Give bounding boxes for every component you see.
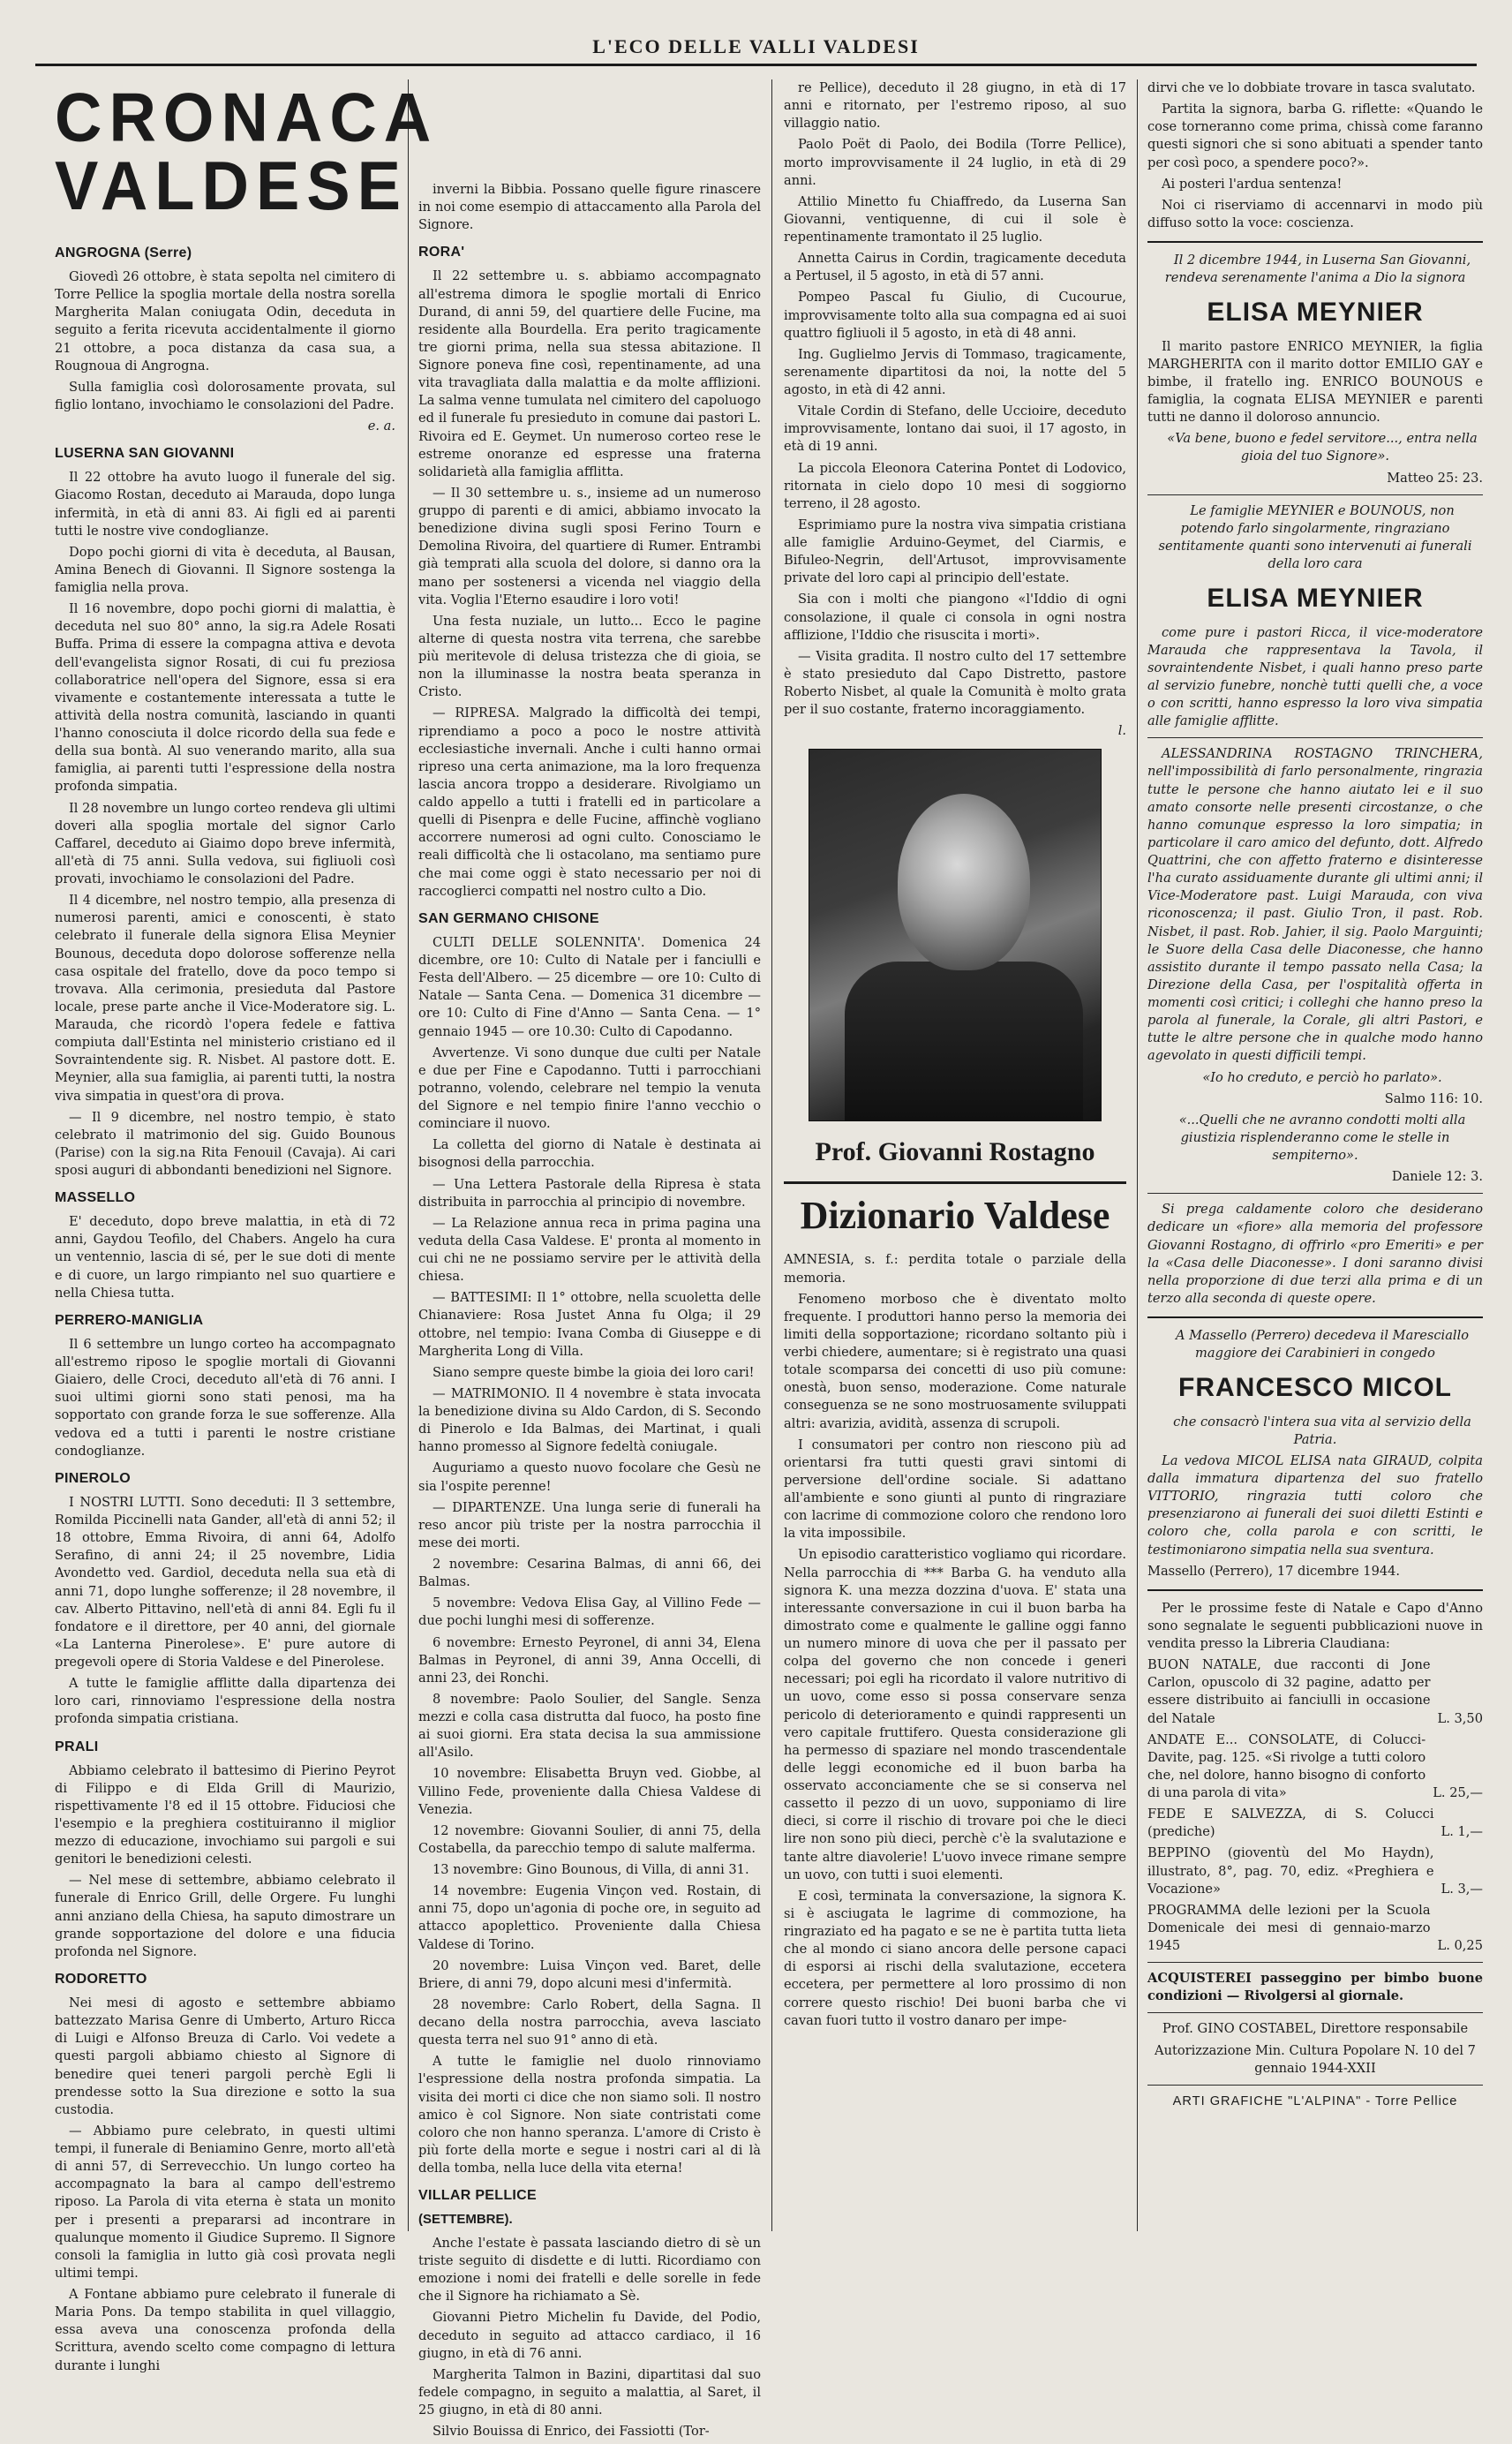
paragraph: A tutte le famiglie afflitte dalla dipartenza dei loro cari, rinnoviamo l'espressione della nostra profonda simpatia cristiana. (55, 1676, 395, 1727)
book-description: PROGRAMMA delle lezioni per la Scuola Domenicale dei mesi di gennaio-marzo 1945 (1147, 1902, 1431, 1954)
paragraph: 2 novembre: Cesarina Balmas, di anni 66, dei Balmas. (418, 1557, 761, 1590)
column-2 (418, 181, 761, 2444)
paragraph: Partita la signora, barba G. riflette: «Quando le cose torneranno come prima, chissà come faranno questi signori che si sono abituati a spender tanto per così poco, a spendere poco?». (1147, 102, 1483, 170)
paragraph: — RIPRESA. Malgrado la difficoltà dei tempi, riprendiamo a poco a poco le nostre attività ecclesiastiche invernali. Anche i culti hanno ormai ripreso una certa animazione, ma la loro frequenza lascia ancora troppo a desiderare. Rivolgiamo un caldo appello a tutti i fratelli ed in particolare a quelli di Pisenpra e delle Fucine, affinchè vogliano accorrere numerosi ad ogni culto. Conosciamo le reali difficoltà che li ostacolano, ma sentiamo pure che mai come oggi è stato necessario per noi di raccoglierci compatti nel nostro culto a Dio. (418, 705, 761, 899)
section-heading: PERRERO-MANIGLIA (55, 1312, 204, 1328)
paragraph: Il 22 ottobre ha avuto luogo il funerale del sig. Giacomo Rostan, deceduto ai Marauda, dopo lunga infermità, in età di anni 83. Ai figli ed ai parenti tutti le nostre vive condoglianze. (55, 470, 395, 539)
divider (1147, 1316, 1483, 1318)
paragraph: 28 novembre: Carlo Robert, della Sagna. Il decano della nostra parrocchia, aveva lasciato questa terra nel suo 91° anno di età. (418, 1996, 761, 2048)
paragraph: Attilio Minetto fu Chiaffredo, da Luserna San Giovanni, ventiquenne, di cui il sole è repentinamente tramontato il 25 luglio. (784, 193, 1126, 245)
paragraph: Giovanni Pietro Michelin fu Davide, del Podio, deceduto in seguito ad attacco cardiaco, il 16 giugno, in età di 76 anni. (418, 2310, 761, 2361)
micol-notice-place: Massello (Perrero), 17 dicembre 1944. (1147, 1563, 1401, 1579)
paragraph: Vitale Cordin di Stefano, delle Uccioire, deceduto improvvisamente, lontano dai suoi, il 17 agosto, in età di 19 anni. (784, 404, 1126, 455)
paragraph: Siano sempre queste bimbe la gioia dei loro cari! (433, 1364, 755, 1380)
section-heading: MASSELLO (55, 1190, 136, 1206)
portrait-face (898, 794, 1030, 970)
divider (1147, 241, 1483, 243)
paragraph: Una festa nuziale, un lutto... Ecco le pagine alterne di questa nostra vita terrena, che sarebbe più meritevole di delusa tristezza che di gioia, se non la illuminasse la nostra beata speranza in Cristo. (418, 613, 761, 700)
column-divider (408, 79, 409, 2231)
paragraph: La colletta del giorno di Natale è destinata ai bisognosi della parrocchia. (418, 1137, 761, 1171)
death-notice-reference: Matteo 25: 23. (1387, 470, 1483, 486)
micol-notice-intro: A Massello (Perrero) decedeva il Maresciallo maggiore dei Carabinieri in congedo (1175, 1328, 1470, 1362)
death-notice-name: ELISA MEYNIER (1207, 298, 1424, 328)
column-3-body (784, 79, 1126, 740)
paragraph: Avvertenze. Vi sono dunque due culti per Natale e due per Fine e Capodanno. Tutti i parrocchiani potranno, volendo, celebrare nel tempio la venuta del Signore e nel tempio finire l'anno vecchio o cominciare il nuovo. (418, 1045, 761, 1132)
dictionary-title: Dizionario Valdese (800, 1193, 1110, 1237)
paragraph: — BATTESIMI: Il 1° ottobre, nella scuoletta delle Chianaviere: Rosa Justet Anna fu Olga; il 29 ottobre, nel tempio: Ivana Comba di Giuseppe e di Margherita Long di Villa. (418, 1290, 761, 1359)
paragraph: Il 28 novembre un lungo corteo rendeva gli ultimi doveri alla spoglia mortale del signor Carlo Caffarel, deceduto ai Giaimo dopo breve infermità, all'età di 75 anni. Sulla vedova, sui figliuoli così provati, invochiamo le consolazioni del Padre. (55, 800, 395, 887)
portrait-coat (845, 962, 1083, 1120)
paragraph: Il 4 dicembre, nel nostro tempio, alla presenza di numerosi parenti, amici e conoscenti, è stato celebrato il funerale della signora Elisa Meynier Bounous, deceduta dopo dolorose sofferenze nella casa ospitale del fratello, dove da poco tempo si trovava. Alla cerimonia, presieduta dal Pastore locale, prese parte anche il Vice-Moderatore sig. L. Marauda, che ricordò l'opera fedele e fattiva compiuta dall'Estinta nel ministerio cristiano ed il Sovraintendente sig. R. Nisbet. Al pastore dott. E. Meynier, alla sua famiglia, ai parenti tutti, la nostra viva simpatia in quest'ora di prova. (55, 893, 395, 1104)
paragraph: Il 6 settembre un lungo corteo ha accompagnato all'estremo riposo le spoglie mortali di Giovanni Giaiero, delle Croci, deceduto all'età di 76 anni. I suoi ultimi giorni sono stati penosi, ma ha sopportato con grande forza le sue sofferenze. Alla vedova ed a tutti i parenti le nostre cristiane condoglianze. (55, 1336, 395, 1459)
paragraph: Ing. Guglielmo Jervis di Tommaso, tragicamente, serenamente dipartitosi da noi, la notte del 5 agosto, in età di 42 anni. (784, 346, 1126, 397)
micol-notice-subtitle: che consacrò l'intera sua vita al servizio della Patria. (1173, 1414, 1471, 1447)
section-heading: VILLAR PELLICE (418, 2188, 537, 2204)
section-heading: SAN GERMANO CHISONE (418, 910, 599, 926)
paragraph: — Abbiamo pure celebrato, in questi ultimi tempi, il funerale di Beniamino Genre, morto all'età di anni 57, di Serrevecchio. Un lungo corteo ha accompagnato la bara al campo dell'estremo riposo. La Parola di vita eterna è stata un monito per i presenti a prepararsi ad incontrare in qualunque momento il Giudice Supremo. Il Signore consoli la famiglia in lutto già così provata negli ultimi tempi. (55, 2123, 395, 2281)
book-description: FEDE E SALVEZZA, di S. Colucci (prediche) (1147, 1807, 1434, 1840)
section-masthead: CRONACA VALDESE (55, 79, 439, 224)
printer-line: ARTI GRAFICHE "L'ALPINA" - Torre Pellice (1172, 2093, 1458, 2108)
divider (1147, 2085, 1483, 2086)
column-3 (784, 79, 1126, 2033)
photo-caption: Prof. Giovanni Rostagno (815, 1137, 1095, 1167)
paragraph: A tutte le famiglie nel duolo rinnoviamo l'espressione della nostra profonda simpatia. La visita dei morti ci dice che non siamo soli. Il nostro amico è col Signore. Non siate contristati come coloro che non hanno speranza. L'amore di Cristo è più forte della morte e segue i nostri cari al di là della tomba, nella luce della vita eterna! (418, 2054, 761, 2176)
paragraph: — DIPARTENZE. Una lunga serie di funerali ha reso ancor più triste per la nostra parrocchia il mese dei morti. (418, 1499, 761, 1550)
paragraph: 12 novembre: Giovanni Soulier, di anni 75, della Costabella, da parecchio tempo di salute malferma. (418, 1822, 761, 1856)
flower-appeal: Si prega caldamente coloro che desiderano dedicare un «fiore» alla memoria del professore Giovanni Rostagno, di offrirlo «pro Emeriti» e per la «Casa delle Diaconesse». I doni saranno divisi nella proporzione di due terzi alla prima e di un terzo alla seconda di queste opere. (1147, 1202, 1483, 1306)
column-divider (1137, 79, 1138, 2231)
thanks-notice-name: ELISA MEYNIER (1207, 584, 1424, 614)
director-line: Prof. GINO COSTABEL, Direttore responsabile (1162, 2021, 1469, 2037)
paragraph: Sia con i molti che piangono «l'Iddio di ogni consolazione, il quale ci consola in ogni nostra afflizione, l'Iddio che risuscita i morti». (784, 592, 1126, 643)
paragraph: — Nel mese di settembre, abbiamo celebrato il funerale di Enrico Grill, delle Orgere. Fu lunghi anni anziano della Chiesa, ha saputo dimostrare un grande sopportazione del dolore e una fiducia profonda nel Signore. (55, 1873, 395, 1959)
portrait-photo (809, 749, 1102, 1121)
divider (1147, 1589, 1483, 1591)
paragraph: 13 novembre: Gino Bounous, di Villa, di anni 31. (433, 1862, 749, 1878)
paragraph: 20 novembre: Luisa Vinçon ved. Baret, delle Briere, di anni 79, dopo alcuni mesi d'infermità. (418, 1957, 761, 1991)
paragraph: Dopo pochi giorni di vita è deceduta, al Bausan, Amina Benech di Giovanni. Il Signore sostenga la famiglia nella prova. (55, 544, 395, 596)
section-heading: LUSERNA SAN GIOVANNI (55, 446, 235, 462)
thanks-notice-intro: Le famiglie MEYNIER e BOUNOUS, non potendo farlo singolarmente, ringraziano sentitamente quanti sono intervenuti ai funerali della loro cara (1158, 502, 1472, 572)
paragraph: I consumatori per contro non riescono più ad orientarsi fra tutti questi gravi sintomi di perversione dell'ordine sociale. Si adattano all'ambiente e sono giunti al punto di ringraziare con lacrime di commozione coloro che rendono loro la vita impossibile. (784, 1437, 1126, 1542)
book-listing (1147, 1656, 1483, 1728)
paragraph: I NOSTRI LUTTI. Sono deceduti: Il 3 settembre, Romilda Piccinelli nata Gander, all'età di anni 52; il 18 ottobre, Emma Rivoira, di anni 64, Adolfo Serafino, di anni 24; il 25 novembre, Lidia Avondetto ved. Gardiol, deceduta nella sua età di anni 71, dopo lunghe sofferenze; il 28 novembre, il cav. Alberto Pittavino, nell'età di anni 84. Egli fu il fondatore e il direttore, per 40 anni, del giornale «La Lanterna Pinerolese». E' pure autore di pregevoli opere di Storia Valdese e del Pinerolese. (55, 1494, 395, 1671)
paragraph: CULTI DELLE SOLENNITA'. Domenica 24 dicembre, ore 10: Culto di Natale per i fanciulli e Festa dell'Albero. — 25 dicembre — ore 10: Culto di Natale — Santa Cena. — Domenica 31 dicembre — ore 10: Culto di Fine d'Anno — Santa Cena. — 1° gennaio 1945 — ore 10.30: Culto di Capodanno. (418, 934, 761, 1039)
paragraph: Nei mesi di agosto e settembre abbiamo battezzato Marisa Genre di Umberto, Arturo Ricca di Luigi e Alfonso Breuza di Carlo. Voi vedete a questi pargoli abbiamo chiesto al Signore di benedire quei teneri pargoli perchè Egli li prendesse sotto la Sua direzione e sotto la sua custodia. (55, 1995, 395, 2117)
paragraph: A Fontane abbiamo pure celebrato il funerale di Maria Pons. Da tempo stabilita in quel villaggio, essa aveva una conoscenza profonda della Scrittura, avendo scelto come compagno di lettura durante i lunghi (55, 2287, 395, 2373)
column-4-intro (1147, 79, 1483, 232)
paragraph: Auguriamo a questo nuovo focolare che Gesù ne sia l'ospite perenne! (418, 1460, 761, 1494)
section-heading: RODORETTO (55, 1971, 147, 1987)
book-price: L. 3,50 (1437, 1710, 1483, 1726)
divider (1147, 737, 1483, 738)
thanks-notice-text: come pure i pastori Ricca, il vice-moderatore Marauda che rappresentava la Tavola, il sovraintendente Nisbet, i quali hanno preso parte al servizio funebre, nonchè tutti quelli che, a voce o con scritti, hanno espresso la loro viva simpatia alle famiglie afflitte. (1147, 624, 1483, 729)
books-list (1147, 1656, 1483, 1955)
section-heading: PINEROLO (55, 1470, 131, 1486)
paragraph: — Una Lettera Pastorale della Ripresa è stata distribuita in parrocchia al principio di novembre. (418, 1176, 761, 1210)
paragraph: Il 16 novembre, dopo pochi giorni di malattia, è deceduta nel suo 80° anno, la sig.ra Adele Rosati Buffa. Prima di essere la compagna attiva e devota dell'evangelista signor Rosati, di cui fu preziosa collaboratrice nell'opera del Signore, essa si era vivamente e costantemente interessata a tutte le attività della nostra comunità, lasciando in quanti l'hanno conosciuta il dolce ricordo della sua fede e della sua bontà. Al suo venerando marito, alla sua famiglia, ai parenti tutti l'espressione della nostra profonda simpatia. (55, 601, 395, 795)
paragraph: Abbiamo celebrato il battesimo di Pierino Peyrot di Filippo e di Elda Grill di Maurizio, rispettivamente l'8 ed il 15 ottobre. Fiduciosi che l'esempio e la preghiera costituiranno il miglior mezzo di educazione, invochiamo sui pargoli e sui genitori le benedizioni celesti. (55, 1762, 395, 1867)
article-signature: l. (1117, 723, 1126, 739)
paragraph: — Il 30 settembre u. s., insieme ad un numeroso gruppo di parenti e di amici, abbiamo invocato la benedizione divina sugli sposi Ferino Tourn e Demolina Rivoira, del quartiere di Rumer. Entrambi già temprati alla scuola del dolore, si danno ora la mano per sostenersi a vicenda nel viaggio della vita. Voglia l'Eterno esaudire i loro voti! (418, 485, 761, 607)
paragraph: 14 novembre: Eugenia Vinçon ved. Rostain, di anni 75, dopo un'agonia di poche ore, in seguito ad attacco apoplettico. Proveniente dalla Chiesa Valdese di Torino. (418, 1883, 761, 1952)
dictionary-rule (784, 1181, 1126, 1184)
rostagno-quote-2: «...Quelli che ne avranno condotti molti alla giustizia risplenderanno come le stelle in sempiterno». (1178, 1112, 1466, 1164)
column-4 (1147, 79, 1483, 2110)
paragraph: Esprimiamo pure la nostra viva simpatia cristiana alle famiglie Arduino-Geymet, del Ciarmis, e Bifuleo-Negrin, dell'Artusot, improvvisamente private del loro capi al principio dell'estate. (784, 517, 1126, 586)
paragraph: 8 novembre: Paolo Soulier, del Sangle. Senza mezzi e colla casa distrutta dal fuoco, ha posto fine ai suoi giorni. Era stata decisa la sua ammissione all'Asilo. (418, 1691, 761, 1761)
paragraph: Giovedì 26 ottobre, è stata sepolta nel cimitero di Torre Pellice la spoglia mortale della nostra sorella Margherita Malan coniugata Odin, deceduta in seguito a ferita ricevuta accidentalmente il giorno 21 ottobre, a poca distanza da casa sua, a Rougnoua di Angrogna. (55, 269, 395, 373)
book-listing (1147, 1731, 1483, 1803)
divider (1147, 494, 1483, 495)
section-subheading: (SETTEMBRE). (418, 2212, 513, 2228)
column-1-body (55, 244, 395, 2375)
book-price: L. 0,25 (1437, 1938, 1483, 1954)
paragraph: Annetta Cairus in Cordin, tragicamente deceduta a Pertusel, il 5 agosto, in età di 57 anni. (784, 251, 1126, 284)
book-listing (1147, 1806, 1483, 1841)
book-price: L. 25,— (1433, 1785, 1483, 1801)
paragraph: La piccola Eleonora Caterina Pontet di Lodovico, ritornata in cielo dopo 10 mesi di soggiorno terreno, il 28 agosto. (784, 460, 1126, 511)
header-rule (35, 64, 1477, 66)
book-description: BEPPINO (gioventù del Mo Haydn), illustrato, 8°, pag. 70, ediz. «Preghiera e Vocazione» (1147, 1845, 1434, 1897)
section-heading: PRALI (55, 1739, 99, 1754)
rostagno-thanks-text: ALESSANDRINA ROSTAGNO TRINCHERA, nell'impossibilità di farlo personalmente, ringrazia tutte le persone che hanno aiutato lei e il suo amato consorte nelle presenti circostanze, o che hanno comunque espresso la loro simpatia; in particolare il caro amico del defunto, dott. Alfredo Quattrini, che con affetto fraterno e disinteresse l'ha curato assiduamente durante gli ultimi anni; il Vice-Moderatore past. Luigi Marauda, con viva riconoscenza; il past. Giulio Tron, il past. Rob. Nisbet, il past. Rob. Jahier, il sig. Paolo Marguinti; le Suore della Casa delle Diaconesse, che hanno assistito durante il tempo passato nella Casa; la Direzione della Casa, per l'ospitalità offerta in momenti così critici; i colleghi che hanno preso la parola al funerale, la Corale, gli altri Pastori, e tutte le altre persone che in qualche modo hanno agevolato in questi difficili tempi. (1147, 746, 1483, 1064)
paragraph: Paolo Poët di Paolo, dei Bodila (Torre Pellice), morto improvvisamente il 24 luglio, in età di 29 anni. (784, 137, 1126, 188)
book-price: L. 1,— (1441, 1824, 1483, 1840)
paragraph: re Pellice), deceduto il 28 giugno, in età di 17 anni e ritornato, per l'estremo riposo, al suo villaggio natio. (784, 80, 1126, 132)
paragraph: Margherita Talmon in Bazini, dipartitasi dal suo fedele compagno, in seguito a malattia, al Saret, il 25 giugno, in età di 80 anni. (418, 2366, 761, 2418)
section-heading: ANGROGNA (Serre) (55, 245, 192, 260)
paragraph: Fenomeno morboso che è diventato molto frequente. I produttori hanno perso la memoria dei limiti della sopportazione; ricordano soltanto più i verbi chiedere, aumentare; si è registrato una quasi totale scomparsa dei concetti di uso più comune: onestà, buon senso, moderazione. Come naturale conseguenza se ne sono mostruosamente sviluppati altri: avarizia, avidità, assenza di scrupoli. (784, 1291, 1126, 1431)
paragraph: 5 novembre: Vedova Elisa Gay, al Villino Fede — due pochi lunghi mesi di sofferenze. (418, 1595, 761, 1629)
column-divider (771, 79, 772, 2231)
running-head: L'ECO DELLE VALLI VALDESI (592, 35, 920, 57)
article-signature: e. a. (367, 419, 395, 434)
paragraph: Ai posteri l'ardua sentenza! (1162, 176, 1343, 192)
paragraph: Pompeo Pascal fu Giulio, di Cucourue, improvvisamente tolto alla sua compagna ed ai suoi quattro figliuoli il 5 agosto, in età di 48 anni. (784, 290, 1126, 341)
paragraph: — MATRIMONIO. Il 4 novembre è stata invocata la benedizione divina su Aldo Cardon, di S. Secondo di Pinerolo e Ida Balmas, dei Martinat, i quali hanno promesso al Signore fedeltà coniugale. (418, 1385, 761, 1455)
paragraph: Anche l'estate è passata lasciando dietro di sè un triste seguito di disdette e di lutti. Ricordiamo con emozione i nomi dei fratelli e delle sorelle in fede che il Signore ha richiamato a Sè. (418, 2235, 761, 2304)
column-1 (55, 79, 439, 2379)
authorization-line: Autorizzazione Min. Cultura Popolare N. 10 del 7 gennaio 1944-XXII (1155, 2042, 1476, 2076)
death-notice-text: Il marito pastore ENRICO MEYNIER, la figlia MARGHERITA con il marito dottor EMILIO GAY e bimbe, il fratello ing. ENRICO BOUNOUS e famiglia, la cognata ELISA MEYNIER e parenti tutti ne danno il doloroso annuncio. (1147, 338, 1483, 426)
book-description: BUON NATALE, due racconti di Jone Carlon, opuscolo di 32 pagine, adatto per essere distribuito ai fanciulli in occasione del Natale (1147, 1657, 1431, 1726)
section-heading: RORA' (418, 245, 465, 260)
paragraph: Noi ci riserviamo di accennarvi in modo più diffuso sotto la voce: coscienza. (1147, 197, 1483, 230)
paragraph: E così, terminata la conversazione, la signora K. si è asciugata le lagrime di commozione, ha ringraziato ed ha pagato e se ne è partita tutta lieta che al mondo ci siano ancora delle persone capaci di esporsi ai rischi della svalutazione, eccetera eccetera, per permettere al loro prossimo di non correre questo rischio! Dei buoni barba che vi cavan fuori tutto il vostro danaro per impe- (784, 1888, 1126, 2028)
column-2-body (418, 181, 761, 2440)
paragraph: — Visita gradita. Il nostro culto del 17 settembre è stato presieduto dal Capo Distretto, pastore Roberto Nisbet, al quale la Comunità è molto grata per il suo costante, fraterno incoraggiamento. (784, 648, 1126, 718)
paragraph: Silvio Bouissa di Enrico, dei Fassiotti (Tor- (433, 2424, 710, 2440)
paragraph: Un episodio caratteristico vogliamo qui ricordare. Nella parrocchia di *** Barba G. ha venduto alla signora K. una mezza dozzina d'uova. E' stata una interessante conversazione in cui il buon barba ha dimostrato come e qualmente le galline oggi fanno un numero minore di uova che per il passato per colpa del governo che non concede i generi necessari; poi egli ha ricordato il valore nutritivo di un uovo, come esso si possa conservare senza pericolo di deterioramento e quindi rappresenti un vero capitale fruttifero. Questa considerazione gli ha permesso di spaziare nel mondo trascendentale delle leggi economiche ed il buon barba ha osservato acconciamente che se si conserva nel cassetto il pezzo di un uovo, supponiamo di lire dieci, si corre il rischio di trovare poi che le dieci lire non sono più dieci, perchè c'è la svalutazione e tante altre diavolerie! L'uovo invece rimane sempre un uovo, con tutti i suoi elementi. (784, 1547, 1126, 1882)
death-notice-intro: Il 2 dicembre 1944, in Luserna San Giovanni, rendeva serenamente l'anima a Dio la signora (1164, 253, 1471, 286)
books-intro: Per le prossime feste di Natale e Capo d'Anno sono segnalate le seguenti pubblicazioni nuove in vendita presso la Libreria Claudiana: (1147, 1600, 1483, 1652)
death-notice-quote: «Va bene, buono e fedel servitore..., entra nella gioia del tuo Signore». (1167, 431, 1478, 464)
paragraph: inverni la Bibbia. Possano quelle figure rinascere in noi come esempio di attaccamento alla Parola del Signore. (418, 182, 761, 233)
classified-ad: ACQUISTEREI passeggino per bimbo buone condizioni — Rivolgersi al giornale. (1147, 1971, 1483, 2004)
paragraph: Il 22 settembre u. s. abbiamo accompagnato all'estrema dimora le spoglie mortali di Enrico Durand, di anni 59, del quartiere delle Fucine, ma residente alla Bourdella. Era perito tragicamente tre giorni prima, nella sua stessa abitazione. Il Signore poneva fine così, repentinamente, ad una vita travagliata dalla malattia e da molte afflizioni. La salma venne tumulata nel cimitero del capoluogo ed il funerale fu presieduto in comune dai pastori L. Rivoira ed E. Geymet. Un numeroso corteo rese le estreme onoranze ed espresse una fraterna solidarietà alla famiglia afflitta. (418, 268, 761, 479)
micol-notice-text: La vedova MICOL ELISA nata GIRAUD, colpita dalla immatura dipartenza del suo fratello VITTORIO, ringrazia tutti coloro che presenziarono ai funerali dei suoi diletti Estinti e coloro che, colla parola e con scritti, le testimoniarono simpatia nella sua sventura. (1147, 1452, 1483, 1558)
book-description: ANDATE E... CONSOLATE, di Colucci-Davite, pag. 125. «Si rivolge a tutti coloro che, nel dolore, hanno bisogno di conforto di una parola di vita» (1147, 1731, 1426, 1801)
paragraph: — Il 9 dicembre, nel nostro tempio, è stato celebrato il matrimonio del sig. Guido Bounous (Parise) con la sig.na Rita Fenouil (Cavaja). Ai cari sposi auguri di abbondanti benedizioni nel Signore. (55, 1109, 395, 1179)
divider (1147, 1962, 1483, 1963)
dictionary-body (784, 1251, 1126, 2029)
rostagno-reference-1: Salmo 116: 10. (1384, 1090, 1483, 1106)
book-price: L. 3,— (1441, 1881, 1483, 1897)
book-listing (1147, 1902, 1483, 1955)
paragraph: 10 novembre: Elisabetta Bruyn ved. Giobbe, al Villino Fede, proveniente dalla Chiesa Valdese di Venezia. (418, 1766, 761, 1817)
micol-notice-name: FRANCESCO MICOL (1178, 1373, 1452, 1403)
paragraph: dirvi che ve lo dobbiate trovare in tasca svalutato. (1147, 80, 1476, 95)
paragraph: AMNESIA, s. f.: perdita totale o parziale della memoria. (784, 1252, 1126, 1286)
paragraph: Sulla famiglia così dolorosamente provata, sul figlio lontano, invochiamo le consolazioni del Padre. (55, 379, 395, 412)
paragraph: 6 novembre: Ernesto Peyronel, di anni 34, Elena Balmas in Peyronel, di anni 39, Anna Occelli, di anni 23, dei Ronchi. (418, 1634, 761, 1686)
divider (1147, 1193, 1483, 1194)
rostagno-reference-2: Daniele 12: 3. (1391, 1169, 1483, 1185)
paragraph: E' deceduto, dopo breve malattia, in età di 72 anni, Gaydou Teofilo, del Chabers. Angelo ha cura un ventennio, lascia di sé, per le sue doti di mente e di cuore, un largo rimpianto nel suo quartiere e nella Chiesa tutta. (55, 1214, 395, 1301)
book-listing (1147, 1844, 1483, 1897)
divider (1147, 2012, 1483, 2013)
rostagno-quote-1: «Io ho creduto, e perciò ho parlato». (1202, 1069, 1442, 1085)
paragraph: — La Relazione annua reca in prima pagina una veduta della Casa Valdese. E' pronta al momento in cui chi ne ne possiamo servire per le attività della chiesa. (418, 1215, 761, 1285)
